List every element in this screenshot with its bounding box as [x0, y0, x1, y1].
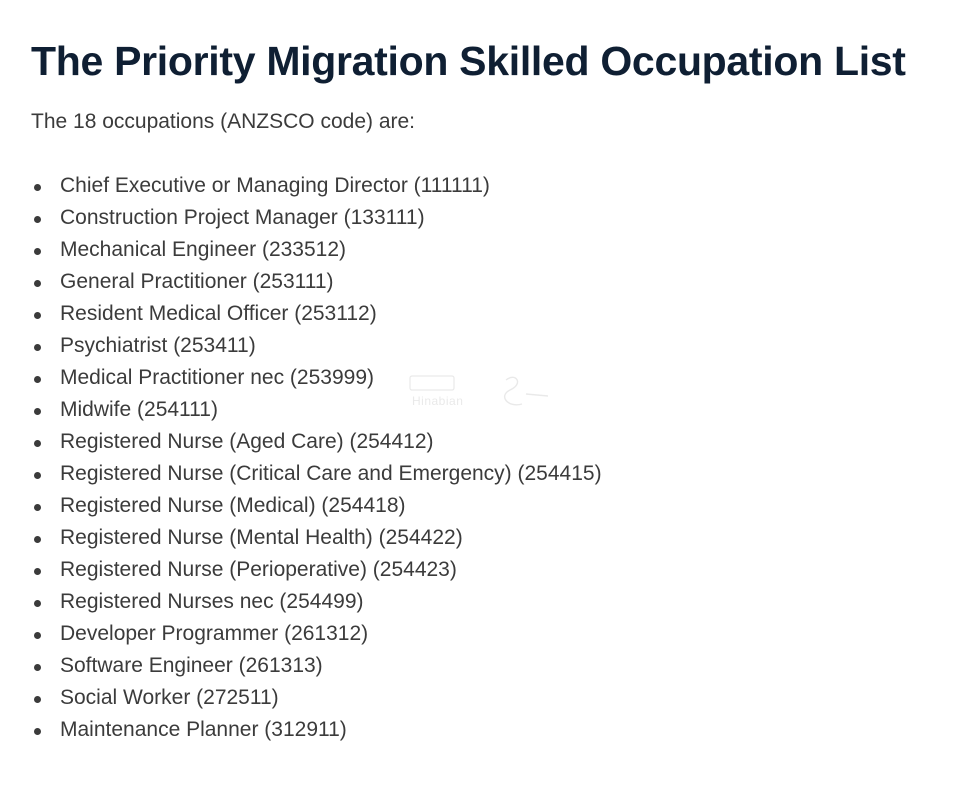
occupation-label: Mechanical Engineer (233512)	[60, 238, 347, 261]
bullet-icon	[34, 728, 41, 735]
occupation-list	[31, 170, 931, 746]
list-item	[31, 234, 931, 266]
occupation-label: Resident Medical Officer (253112)	[60, 302, 377, 325]
list-item	[31, 650, 931, 682]
page-title: The Priority Migration Skilled Occupation List	[31, 38, 906, 84]
list-item	[31, 714, 931, 746]
bullet-icon	[34, 216, 41, 223]
occupation-label: Psychiatrist (253411)	[60, 334, 256, 357]
list-item	[31, 394, 931, 426]
bullet-icon	[34, 504, 41, 511]
occupation-label: Developer Programmer (261312)	[60, 622, 369, 645]
list-item	[31, 202, 931, 234]
list-item	[31, 490, 931, 522]
occupation-label: Registered Nurse (Critical Care and Emergency) (254415)	[60, 462, 602, 485]
list-item	[31, 618, 931, 650]
bullet-icon	[34, 280, 41, 287]
list-item	[31, 458, 931, 490]
list-item	[31, 266, 931, 298]
bullet-icon	[34, 696, 41, 703]
occupation-label: General Practitioner (253111)	[60, 270, 334, 293]
occupation-label: Midwife (254111)	[60, 398, 218, 421]
intro-text: The 18 occupations (ANZSCO code) are:	[31, 110, 416, 133]
list-item	[31, 426, 931, 458]
list-item	[31, 362, 931, 394]
bullet-icon	[34, 408, 41, 415]
bullet-icon	[34, 344, 41, 351]
occupation-label: Registered Nurses nec (254499)	[60, 590, 364, 613]
occupation-label: Registered Nurse (Perioperative) (254423)	[60, 558, 457, 581]
bullet-icon	[34, 568, 41, 575]
occupation-label: Registered Nurse (Aged Care) (254412)	[60, 430, 434, 453]
occupation-label: Construction Project Manager (133111)	[60, 206, 425, 229]
bullet-icon	[34, 536, 41, 543]
bullet-icon	[34, 440, 41, 447]
bullet-icon	[34, 312, 41, 319]
list-item	[31, 522, 931, 554]
occupation-label: Medical Practitioner nec (253999)	[60, 366, 374, 389]
occupation-label: Maintenance Planner (312911)	[60, 718, 347, 741]
list-item	[31, 170, 931, 202]
list-item	[31, 554, 931, 586]
occupation-label: Social Worker (272511)	[60, 686, 279, 709]
occupation-label: Software Engineer (261313)	[60, 654, 323, 677]
bullet-icon	[34, 600, 41, 607]
bullet-icon	[34, 184, 41, 191]
bullet-icon	[34, 472, 41, 479]
occupation-label: Chief Executive or Managing Director (111111)	[60, 174, 490, 197]
bullet-icon	[34, 376, 41, 383]
list-item	[31, 298, 931, 330]
bullet-icon	[34, 248, 41, 255]
watermark-text: Hinabian	[412, 394, 464, 408]
article-content	[31, 36, 931, 746]
bullet-icon	[34, 632, 41, 639]
occupation-label: Registered Nurse (Mental Health) (254422)	[60, 526, 463, 549]
occupation-label: Registered Nurse (Medical) (254418)	[60, 494, 406, 517]
bullet-icon	[34, 664, 41, 671]
list-item	[31, 330, 931, 362]
list-item	[31, 586, 931, 618]
list-item	[31, 682, 931, 714]
